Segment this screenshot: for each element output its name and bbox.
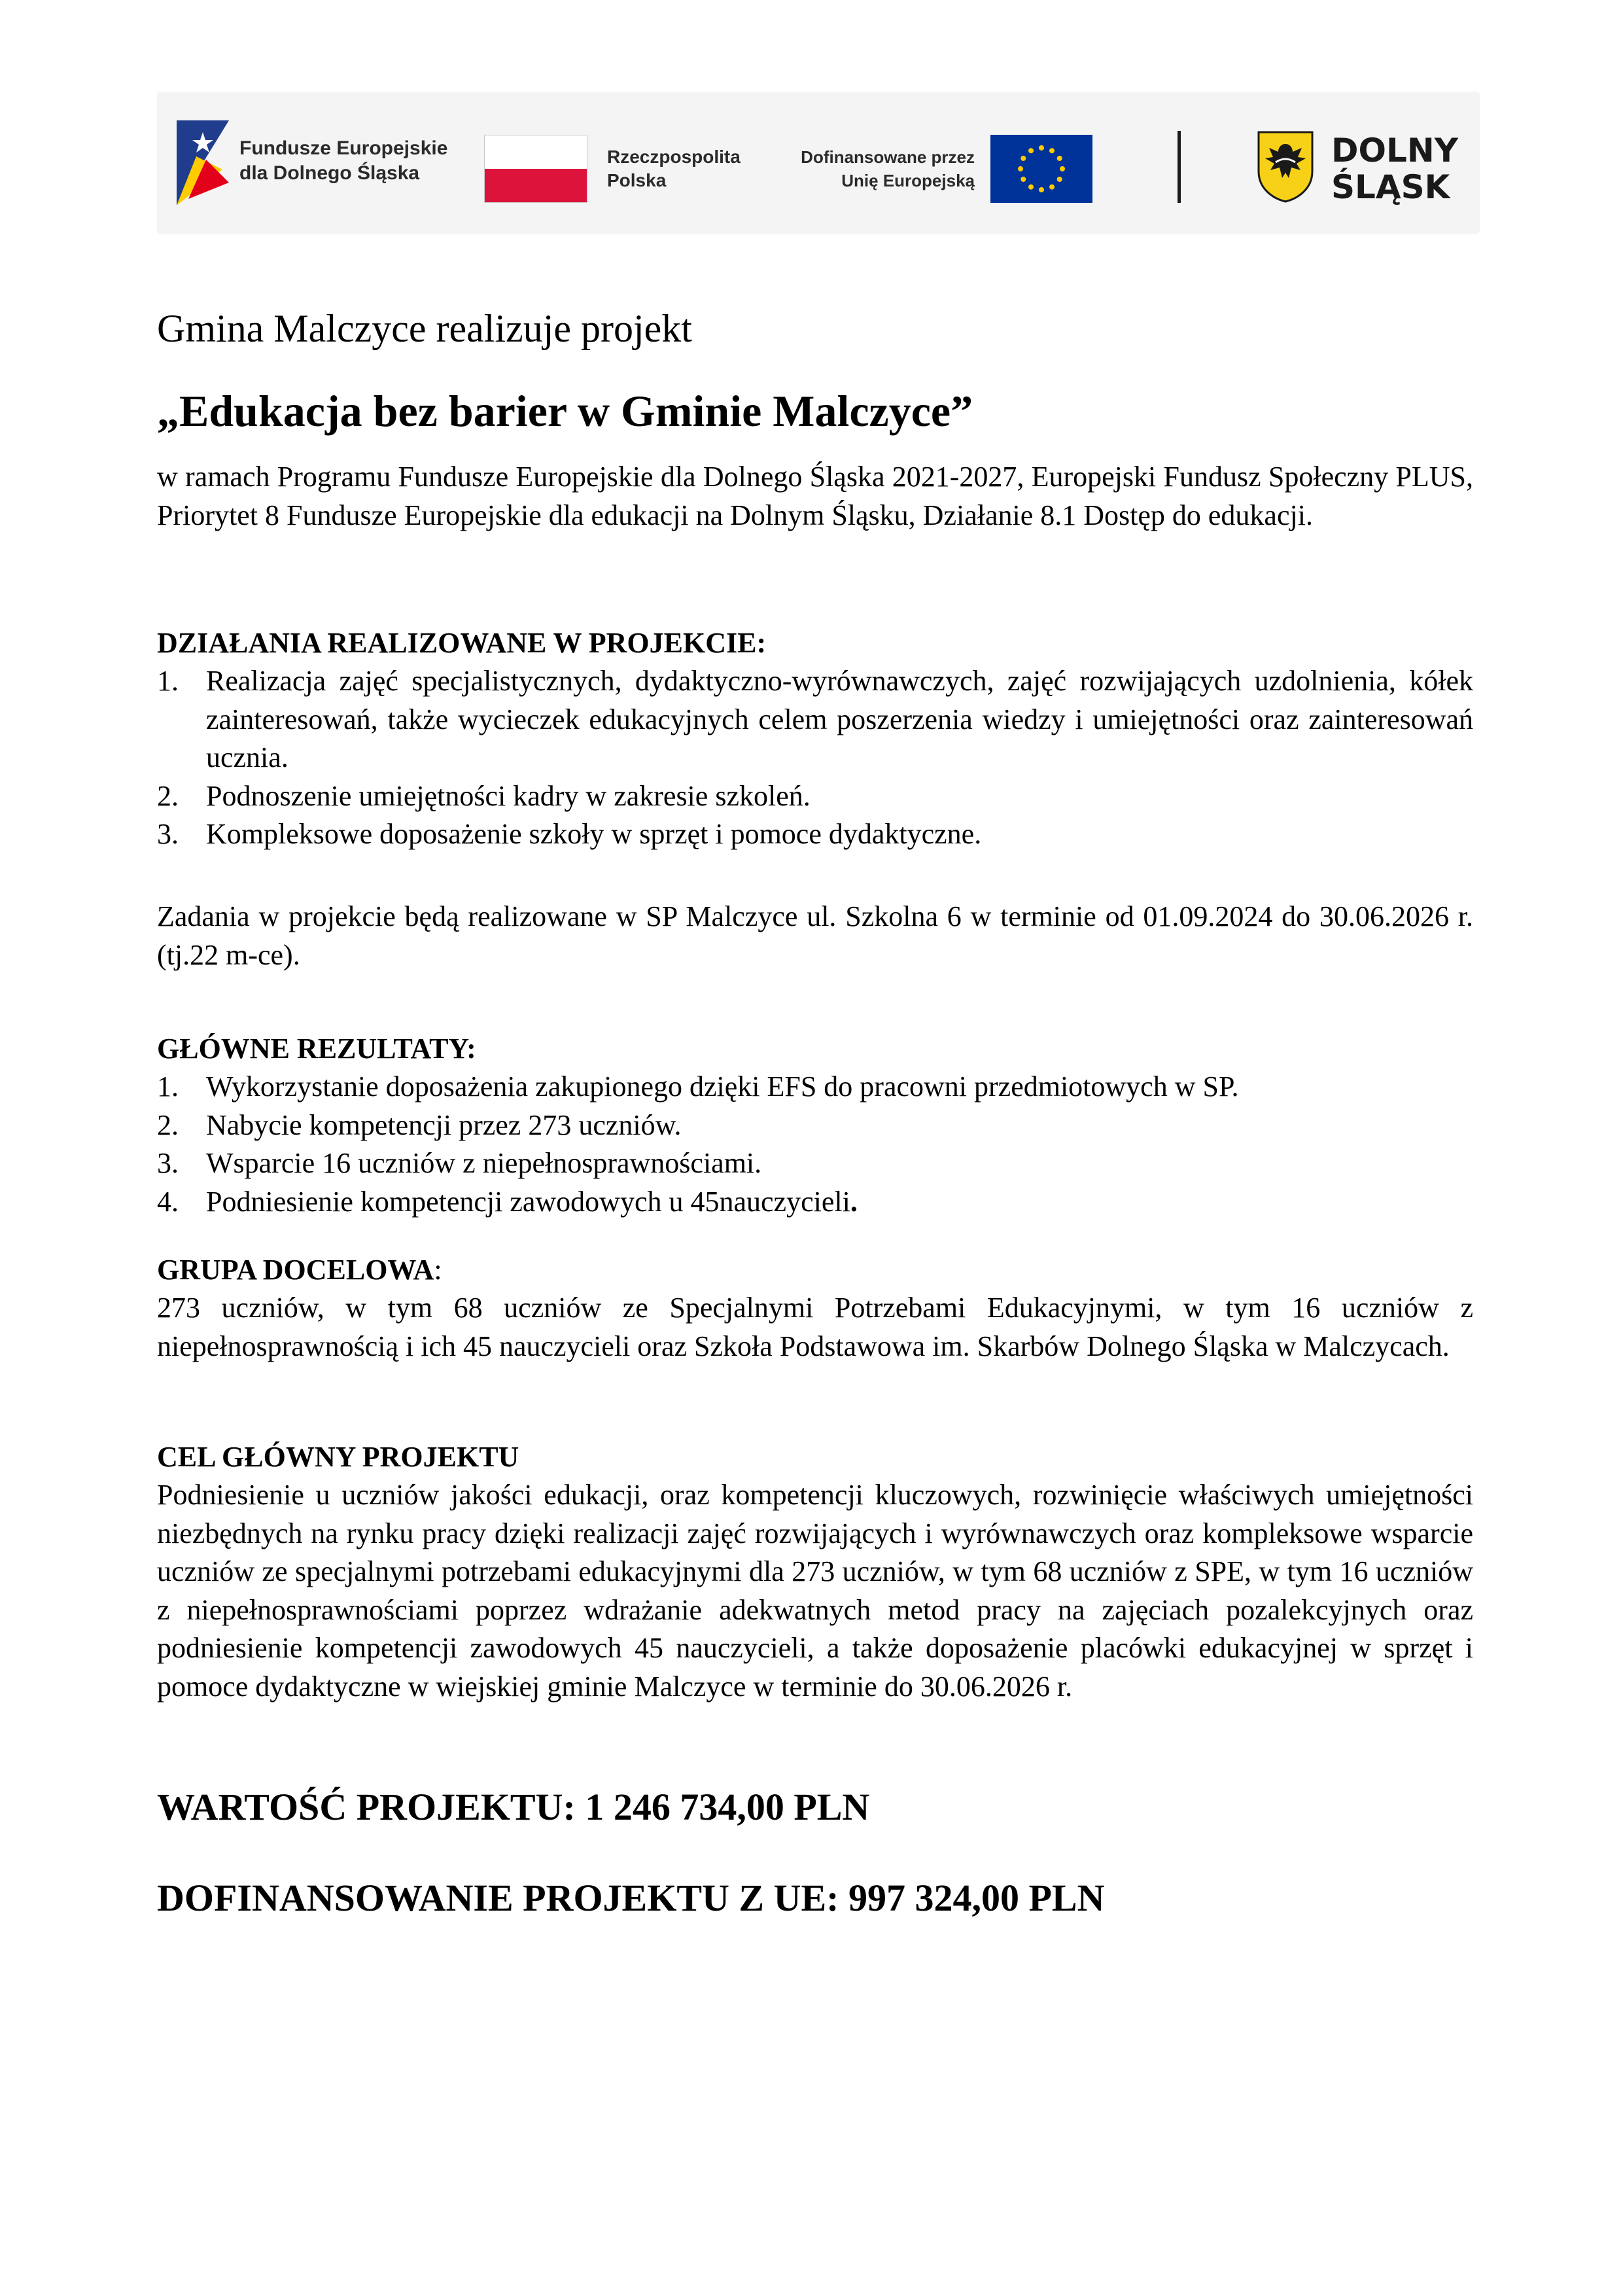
- fundusze-europejskie-label: Fundusze Europejskie dla Dolnego Śląska: [239, 137, 448, 184]
- list-item: 1. Wykorzystanie doposażenia zakupionego dzięki EFS do pracowni przedmiotowych w SP.: [157, 1070, 1239, 1103]
- target-paragraph: 273 uczniów, w tym 68 uczniów ze Specjalnymi Potrzebami Edukacyjnymi, w tym 16 uczniów z niepełnosprawnością i ich 45 nauczycieli oraz Szkoła Podstawowa im. Skarbów Dolnego Śląska w Malczycach.: [157, 1292, 1473, 1362]
- fundusze-europejskie-sign-icon: [177, 120, 229, 205]
- poland-flag-icon: [484, 135, 587, 203]
- goal-paragraph: Podniesienie u uczniów jakości edukacji, oraz kompetencji kluczowych, rozwinięcie właściwych umiejętności niezbędnych na rynku pracy dzięki realizacji zajęć rozwijających i wyrównawczych oraz kompleksowe wsparcie uczniów ze specjalnymi potrzebami edukacyjnymi dla 273 uczniów, w tym 68 uczniów z SPE, w tym 16 uczniów z niepełnosprawnościami poprzez wdrażanie adekwatnych metod pracy na zajęciach pozalekcyjnych oraz podniesienie kompetencji zawodowych 45 nauczycieli, a także doposażenie placówki edukacyjnej w sprzęt i pomoce dydaktyczne w wiejskiej gminie Malczyce w terminie do 30.06.2026 r.: [157, 1479, 1473, 1703]
- list-item: 1. Realizacja zajęć specjalistycznych, dydaktyczno-wyrównawczych, zajęć rozwijających uzdolnienia, kółek zainteresowań, także wycieczek edukacyjnych celem poszerzenia wiedzy i umiejętności oraz zainteresowań ucznia.: [157, 665, 1473, 773]
- tasks-paragraph: Zadania w projekcie będą realizowane w SP Malczyce ul. Szkolna 6 w terminie od 01.09.2024 do 30.06.2026 r. (tj.22 m-ce).: [157, 900, 1473, 971]
- list-item: 4. Podniesienie kompetencji zawodowych u 45nauczycieli.: [157, 1185, 858, 1218]
- eu-flag-icon: [990, 135, 1092, 203]
- results-list: [157, 1068, 1473, 1221]
- list-item: 2. Podnoszenie umiejętności kadry w zakresie szkoleń.: [157, 779, 811, 812]
- rzeczpospolita-polska-label: Rzeczpospolita Polska: [607, 147, 741, 190]
- dolny-slask-label: DOLNY ŚLĄSK: [1331, 132, 1458, 206]
- eu-funding-label: Dofinansowane przez Unię Europejską: [801, 147, 975, 190]
- list-item: 3. Kompleksowe doposażenie szkoły w sprzęt i pomoce dydaktyczne.: [157, 818, 982, 850]
- logo-divider: [1178, 131, 1181, 203]
- target-heading: GRUPA DOCELOWA:: [157, 1254, 442, 1286]
- actions-list: [157, 662, 1473, 854]
- dolny-slask-crest-icon: [1256, 130, 1315, 203]
- intro-line: Gmina Malczyce realizuje projekt: [157, 307, 692, 350]
- list-item: 3. Wsparcie 16 uczniów z niepełnosprawnościami.: [157, 1147, 762, 1179]
- logo-bar: [157, 92, 1480, 234]
- goal-heading: CEL GŁÓWNY PROJEKTU: [157, 1441, 519, 1473]
- eu-funding-amount: DOFINANSOWANIE PROJEKTU Z UE: 997 324,00 PLN: [157, 1877, 1105, 1919]
- list-item: 2. Nabycie kompetencji przez 273 uczniów.: [157, 1108, 682, 1141]
- project-title: „Edukacja bez barier w Gminie Malczyce”: [157, 386, 973, 436]
- actions-heading: DZIAŁANIA REALIZOWANE W PROJEKCIE:: [157, 627, 767, 659]
- project-value: WARTOŚĆ PROJEKTU: 1 246 734,00 PLN: [157, 1786, 870, 1828]
- results-heading: GŁÓWNE REZULTATY:: [157, 1033, 476, 1065]
- program-description: w ramach Programu Fundusze Europejskie dla Dolnego Śląska 2021-2027, Europejski Fundusz Społeczny PLUS, Priorytet 8 Fundusze Europejskie dla edukacji na Dolnym Śląsku, Działanie 8.1 Dostęp do edukacji.: [157, 461, 1473, 531]
